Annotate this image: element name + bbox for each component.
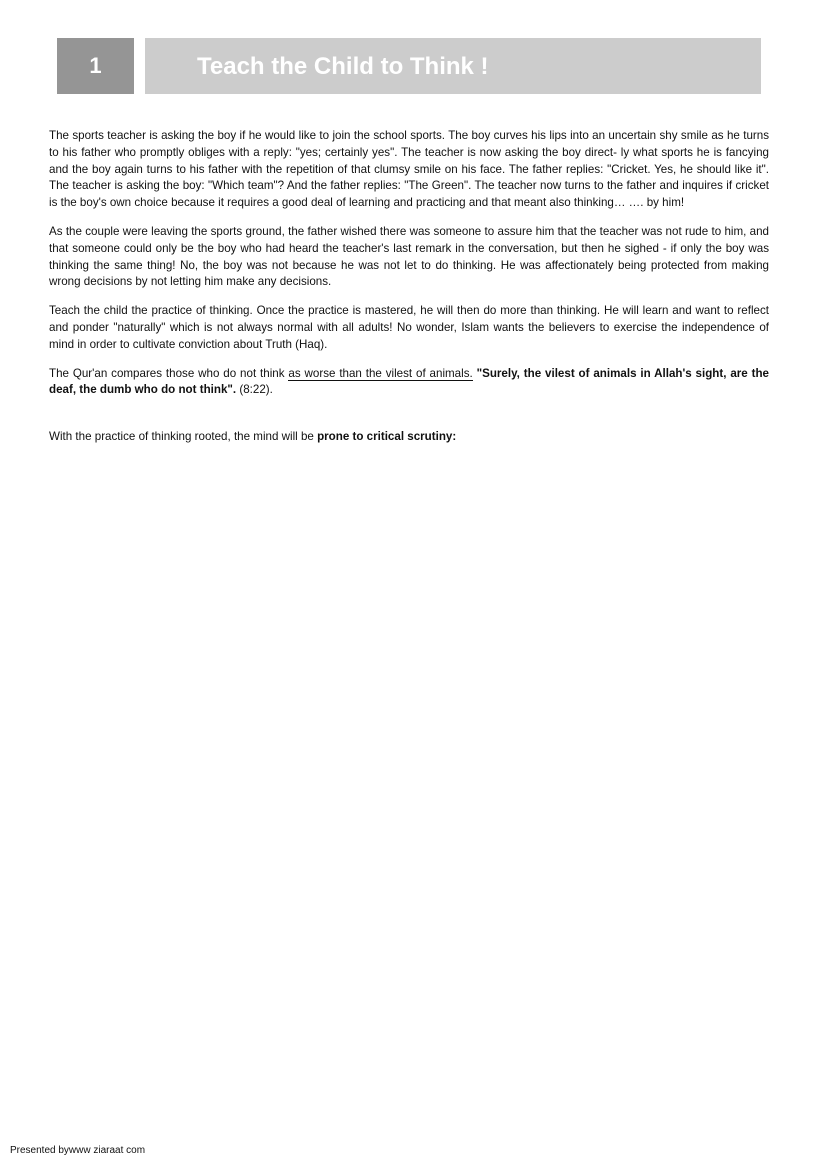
page-title: Teach the Child to Think !: [197, 53, 489, 80]
paragraph-2: As the couple were leaving the sports ground, the father wished there was someone to assure him that the teacher was not rude to him, and that someone could only be the boy who had heard the teacher's last remark in the conversation, but then he sighed - if only the boy was thinking the same thing! No, the boy was not because he was not let to do thinking. He was affectionately being protected from making wrong decisions by not letting him make any decisions.: [49, 224, 769, 289]
paragraph-1: The sports teacher is asking the boy if he would like to join the school sports. The boy curves his lips into an uncertain shy smile as he turns to his father who promptly obliges with a reply: "yes; certainly yes". The teacher is now asking the boy direct- ly what sports he is fancying and the boy again turns to his father with the repetition of that clumsy smile on his face. The father replies: "Cricket. Yes, he should like it". The teacher is asking the boy: "Which team"? And the father replies: "The Green". The teacher now turns to the father and inquires if cricket is the boy's own choice because it requires a good deal of learning and practicing and that meant also thinking… …. by him!: [49, 129, 769, 210]
paragraph-5: [49, 429, 769, 446]
paragraph-4: [49, 366, 769, 400]
footer-credit: Presented bywww ziaraat com: [10, 1145, 146, 1156]
paragraph-3: Teach the child the practice of thinking. Once the practice is mastered, he will then do more than thinking. He will learn and want to reflect and ponder "naturally" which is not always normal with all adults! No wonder, Islam wants the believers to exercise the independence of mind in order to cultivate conviction about Truth (Haq).: [49, 304, 769, 351]
title-bar: [145, 38, 761, 94]
underlined-phrase: as worse than the vilest of animals.: [288, 366, 473, 380]
paragraph-5-lead: With the practice of thinking rooted, the mind will be: [49, 430, 318, 444]
article-body: [49, 128, 769, 458]
paragraph-4-lead: The Qur'an compares those who do not think: [49, 366, 289, 380]
verse-reference: (8:22).: [236, 383, 273, 397]
paragraph-5-bold: prone to critical scrutiny:: [317, 430, 457, 444]
chapter-number-box: [57, 38, 134, 94]
quran-quote: "Surely, the vilest of animals in Allah's sight, are the deaf, the dumb who do not think".: [49, 366, 770, 397]
chapter-number: 1: [89, 53, 102, 78]
